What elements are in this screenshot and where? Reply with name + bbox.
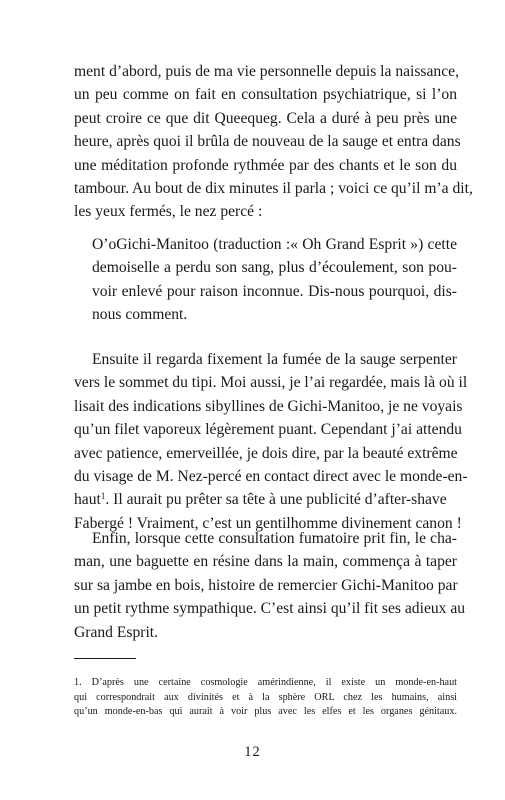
text-line: lisait des indications sibyllines de Gichi-Manitoo, je ne voyais (74, 397, 463, 415)
footnote-divider (74, 658, 136, 659)
text-line: Enfin, lorsque cette consultation fumatoire prit fin, le cha- (92, 530, 457, 547)
text-line: un petit rythme sympathique. C’est ainsi qu’il fit ses adieux au (74, 600, 466, 618)
text-line: du visage de M. Nez-percé en contact direct avec le monde-en- (74, 468, 468, 486)
text-line: heure, après quoi il brûla de nouveau de la sauge et entra dans (74, 133, 461, 151)
text-line-with-footnote-ref (74, 488, 457, 511)
text-fragment: haut (74, 491, 101, 509)
text-line: tambour. Au bout de dix minutes il parla ; voici ce qu’il m’a dit, (74, 180, 473, 198)
text-fragment: Il aurait pu prêter sa tête à une publicité d’after-shave (109, 491, 447, 509)
text-line: une méditation profonde rythmée par des chants et le son du (74, 156, 457, 174)
text-line: Grand Esprit. (74, 623, 159, 641)
footnote-line: 1. D’après une certaine cosmologie amérindienne, il existe un monde-en-haut (74, 677, 457, 688)
text-fragment: . (105, 491, 110, 509)
text-line: sur sa jambe en bois, histoire de remercier Gichi-Manitoo par (74, 576, 458, 594)
footnote-line: qu’un monde-en-bas qui aurait à voir plus avec les elfes et les organes génitaux. (74, 706, 457, 718)
paragraph-1 (74, 60, 473, 224)
text-line: Fabergé ! Vraiment, c’est un gentilhomme divinement canon ! (74, 514, 462, 532)
text-line: vers le sommet du tipi. Moi aussi, je l’ai regardée, mais là où il (74, 374, 468, 392)
text-line: ment d’abord, puis de ma vie personnelle depuis la naissance, (74, 63, 459, 80)
text-line: un peu comme on fait en consultation psychiatrique, si l’on (74, 86, 457, 104)
quoted-invocation (92, 233, 457, 327)
text-line: qu’un filet vaporeux légèrement puant. Cependant j’ai attendu (74, 421, 462, 439)
text-line: peut croire ce que dit Queequeg. Cela a duré à peu près une (74, 109, 457, 127)
text-line: les yeux fermés, le nez percé : (74, 203, 263, 221)
text-line: O’oGichi-Manitoo (traduction :« Oh Grand Esprit ») cette (92, 236, 457, 253)
page-number: 12 (244, 744, 261, 760)
text-line: Ensuite il regarda fixement la fumée de la sauge serpenter (92, 351, 457, 368)
footnote-reference: 1 (100, 491, 106, 502)
paragraph-3 (74, 527, 466, 644)
footnote (74, 676, 457, 720)
text-line: demoiselle a perdu son sang, plus d’écoulement, son pou- (92, 259, 457, 277)
text-line: voir enlevé pour raison inconnue. Dis-nous pourquoi, dis- (92, 282, 457, 300)
text-line: avec patience, emerveillée, je dois dire, par la beauté extrême (74, 444, 458, 462)
footnote-line: qui correspondrait aux divinités et à la sphère ORL chez les humains, ainsi (74, 691, 457, 703)
paragraph-2 (74, 348, 468, 535)
text-line: nous comment. (92, 306, 188, 324)
text-line: man, une baguette en résine dans la main, commença à taper (74, 553, 457, 571)
